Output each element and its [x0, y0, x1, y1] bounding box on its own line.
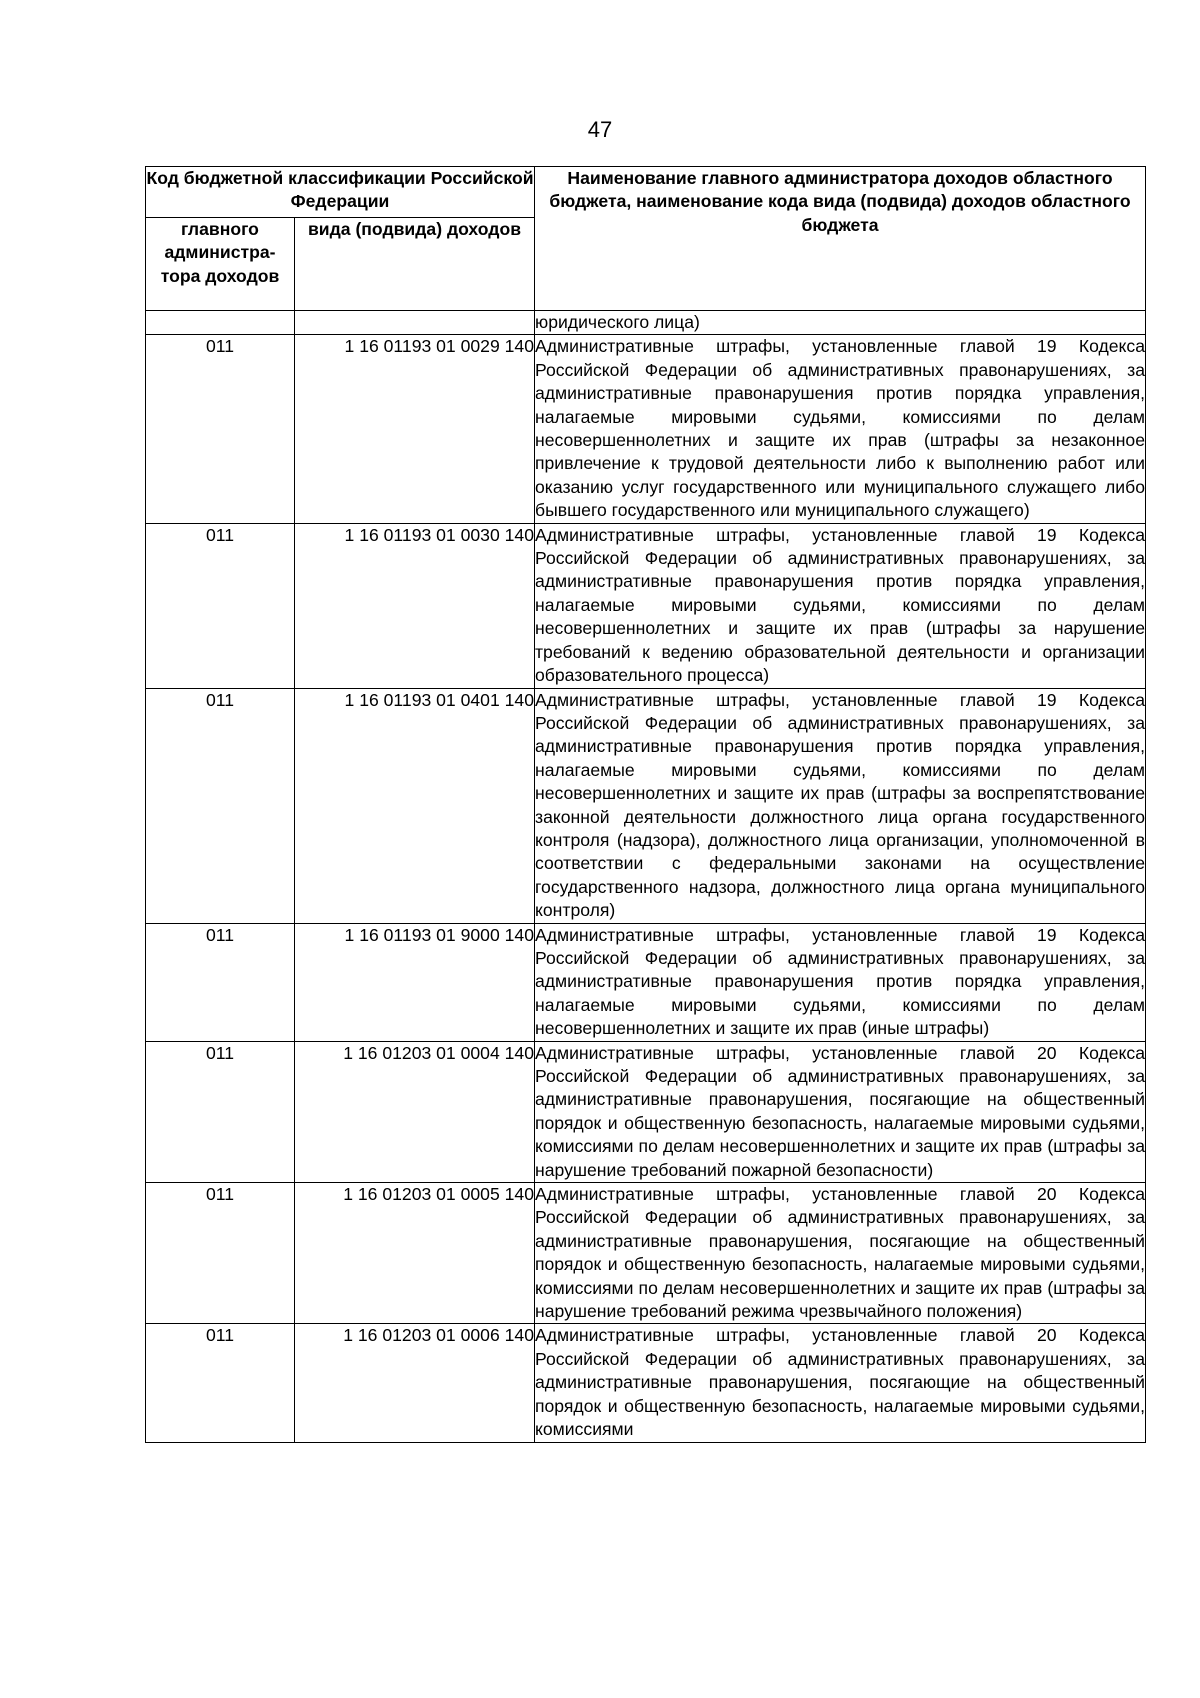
- cell-continuation-text: юридического лица): [535, 311, 1146, 335]
- table-row: [146, 1041, 1146, 1182]
- table-row-continuation: [146, 311, 1146, 335]
- table-row: [146, 523, 1146, 688]
- header-budget-code-group: Код бюджетной классификации Российской Федерации: [146, 167, 535, 218]
- table-row: [146, 923, 1146, 1041]
- cell-income-code: 1 16 01193 01 0030 140: [295, 523, 535, 688]
- cell-description: Административные штрафы, установленные главой 19 Кодекса Российской Федерации об административных правонарушениях, за административные правонарушения против порядка управления, налагаемые мировыми судьями, комиссиями по делам несовершеннолетних и защите их прав (штрафы за нарушение требований к ведению образовательной деятельности и организации образовательного процесса): [535, 523, 1146, 688]
- cell-admin-code: 011: [146, 335, 295, 523]
- cell-description: Административные штрафы, установленные главой 20 Кодекса Российской Федерации об административных правонарушениях, за административные правонарушения, посягающие на общественный порядок и общественную безопасность, налагаемые мировыми судьями, комиссиями: [535, 1324, 1146, 1442]
- cell-admin-code: 011: [146, 1324, 295, 1442]
- table-row: [146, 688, 1146, 923]
- cell-admin-code: 011: [146, 1041, 295, 1182]
- table-header: [146, 167, 1146, 311]
- cell-admin-empty: [146, 311, 295, 335]
- header-admin-column: главного администра-тора доходов: [146, 218, 295, 311]
- table-body: [146, 311, 1146, 1443]
- cell-description: Административные штрафы, установленные главой 20 Кодекса Российской Федерации об административных правонарушениях, за административные правонарушения, посягающие на общественный порядок и общественную безопасность, налагаемые мировыми судьями, комиссиями по делам несовершеннолетних и защите их прав (штрафы за нарушение требований пожарной безопасности): [535, 1041, 1146, 1182]
- cell-income-code: 1 16 01203 01 0006 140: [295, 1324, 535, 1442]
- cell-description: Административные штрафы, установленные главой 19 Кодекса Российской Федерации об административных правонарушениях, за административные правонарушения против порядка управления, налагаемые мировыми судьями, комиссиями по делам несовершеннолетних и защите их прав (штрафы за незаконное привлечение к трудовой деятельности либо к выполнению работ или оказанию услуг государственного или муниципального служащего либо бывшего государственного или муниципального служащего): [535, 335, 1146, 523]
- table-row: [146, 335, 1146, 523]
- cell-income-code: 1 16 01203 01 0005 140: [295, 1183, 535, 1324]
- cell-admin-code: 011: [146, 1183, 295, 1324]
- table-row: [146, 1324, 1146, 1442]
- cell-description: Административные штрафы, установленные главой 19 Кодекса Российской Федерации об административных правонарушениях, за административные правонарушения против порядка управления, налагаемые мировыми судьями, комиссиями по делам несовершеннолетних и защите их прав (иные штрафы): [535, 923, 1146, 1041]
- budget-classification-table: [145, 166, 1146, 1443]
- table-row: [146, 1183, 1146, 1324]
- header-name-column: Наименование главного администратора доходов областного бюджета, наименование кода вида (подвида) доходов областного бюджета: [535, 167, 1146, 311]
- cell-admin-code: 011: [146, 523, 295, 688]
- cell-income-code: 1 16 01193 01 0029 140: [295, 335, 535, 523]
- page-number: 47: [587, 117, 613, 142]
- cell-admin-code: 011: [146, 923, 295, 1041]
- cell-income-code: 1 16 01203 01 0004 140: [295, 1041, 535, 1182]
- header-type-column: вида (подвида) доходов: [295, 218, 535, 311]
- cell-admin-code: 011: [146, 688, 295, 923]
- cell-income-code: 1 16 01193 01 9000 140: [295, 923, 535, 1041]
- cell-code-empty: [295, 311, 535, 335]
- cell-description: Административные штрафы, установленные главой 20 Кодекса Российской Федерации об административных правонарушениях, за административные правонарушения, посягающие на общественный порядок и общественную безопасность, налагаемые мировыми судьями, комиссиями по делам несовершеннолетних и защите их прав (штрафы за нарушение требований режима чрезвычайного положения): [535, 1183, 1146, 1324]
- cell-income-code: 1 16 01193 01 0401 140: [295, 688, 535, 923]
- cell-description: Административные штрафы, установленные главой 19 Кодекса Российской Федерации об административных правонарушениях, за административные правонарушения против порядка управления, налагаемые мировыми судьями, комиссиями по делам несовершеннолетних и защите их прав (штрафы за воспрепятствование законной деятельности должностного лица органа государственного контроля (надзора), должностного лица организации, уполномоченной в соответствии с федеральными законами на осуществление государственного надзора, должностного лица органа муниципального контроля): [535, 688, 1146, 923]
